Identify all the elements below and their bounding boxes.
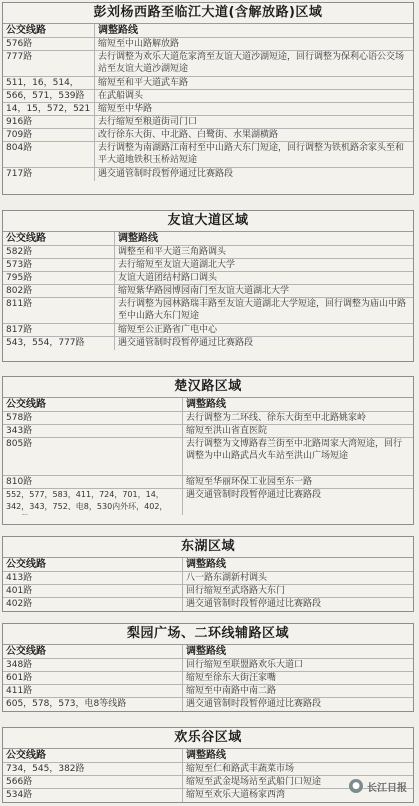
table-row bbox=[3, 572, 413, 585]
route-cell: 回行缩短至武珞路大东门 bbox=[186, 586, 286, 596]
table-row bbox=[3, 698, 413, 711]
section-title: 楚汉路区域 bbox=[3, 377, 413, 398]
section-liyuan bbox=[2, 623, 414, 712]
route-cell: 缩短至公正路省广电中心 bbox=[118, 325, 218, 335]
route-cell: 遇交通管制时段暂停通过比赛路段 bbox=[186, 699, 322, 709]
table-row bbox=[3, 324, 413, 337]
section-chuhan bbox=[2, 376, 414, 525]
route-cell: 缩短至欢乐大道杨家西湾 bbox=[186, 790, 286, 800]
route-cell: 缩短至仁和路武丰蔬菜市场 bbox=[186, 764, 295, 774]
table-row bbox=[3, 103, 413, 116]
route-cell: 缩短至中华路 bbox=[98, 104, 153, 114]
route-cell: 在武船调头 bbox=[98, 91, 144, 101]
section-youyi bbox=[2, 210, 414, 362]
table-row bbox=[3, 598, 413, 611]
section-pengliuyang bbox=[2, 2, 414, 195]
line-cell: 552，577，583，411，724，701，14，342，343，752、电8，530内外环，402， bbox=[3, 489, 183, 515]
section-title: 欢乐谷区域 bbox=[3, 728, 413, 749]
table-row bbox=[3, 489, 413, 515]
line-cell: 605，578，573，电8等线路 bbox=[3, 698, 183, 711]
table-row bbox=[3, 659, 413, 672]
table-header bbox=[3, 645, 413, 659]
table-row bbox=[3, 476, 413, 489]
route-cell: 缩短至中南路中南二路 bbox=[186, 686, 277, 696]
route-cell: 缩短至武金堤场站至武船门口短途 bbox=[186, 777, 322, 787]
line-cell: 810路 bbox=[3, 476, 183, 488]
line-cell: 811路 bbox=[3, 298, 115, 323]
header-route: 调整路线 bbox=[118, 233, 158, 244]
route-cell: 改行徐东大街、中北路、白鹭街、水果湖横路 bbox=[98, 130, 279, 140]
route-cell: 去行调整为园林路瑞丰路至友谊大道湖北大学短途，回行调整为庙山中路至中山路大东门短途 bbox=[118, 299, 407, 321]
table-row bbox=[3, 142, 413, 168]
header-route: 调整路线 bbox=[186, 750, 226, 761]
table-header bbox=[3, 558, 413, 572]
table-row bbox=[3, 298, 413, 324]
route-cell: 缩短紫华路园博园南门至友谊大道湖北大学 bbox=[118, 286, 290, 296]
table-row bbox=[3, 272, 413, 285]
table-row bbox=[3, 38, 413, 51]
route-cell: 回行缩短至联盟路欢乐大道口 bbox=[186, 660, 304, 670]
table-row bbox=[3, 685, 413, 698]
route-cell: 遇交通管制时段暂停通过比赛路段 bbox=[186, 490, 322, 500]
header-line: 公交线路 bbox=[3, 24, 95, 37]
table-row bbox=[3, 116, 413, 129]
section-title: 彭刘杨西路至临江大道(含解放路)区域 bbox=[3, 3, 413, 24]
table-header bbox=[3, 232, 413, 246]
section-title: 友谊大道区域 bbox=[3, 211, 413, 232]
table-header bbox=[3, 398, 413, 412]
table-row bbox=[3, 425, 413, 438]
table-row bbox=[3, 337, 413, 350]
table-row bbox=[3, 246, 413, 259]
table-row bbox=[3, 285, 413, 298]
table-row bbox=[3, 412, 413, 425]
table-row bbox=[3, 90, 413, 103]
line-cell: 348路 bbox=[3, 659, 183, 671]
line-cell: 534路 bbox=[3, 789, 183, 802]
line-cell: 601路 bbox=[3, 672, 183, 684]
route-cell: 缩短至华丽环保工业园至东一路 bbox=[186, 477, 313, 487]
table-row bbox=[3, 585, 413, 598]
header-line: 公交线路 bbox=[3, 398, 183, 411]
route-cell: 遇交通管制时段暂停通过比赛路段 bbox=[186, 599, 322, 609]
line-cell: 343路 bbox=[3, 425, 183, 437]
line-cell: 582路 bbox=[3, 246, 115, 258]
route-cell: 缩短至中山路解放路 bbox=[98, 39, 180, 49]
line-cell: 802路 bbox=[3, 285, 115, 297]
watermark bbox=[349, 776, 411, 796]
route-cell: 遇交通管制时段暂停通过比赛路段 bbox=[118, 338, 254, 348]
route-cell: 缩短至洪山省直医院 bbox=[186, 426, 268, 436]
line-cell: 777路 bbox=[3, 51, 95, 76]
route-cell: 去行调整为南湖路江南村至中山路大东门短途，回行调整为铁机路余家头至和平大道地铁积玉桥站短途 bbox=[98, 143, 405, 165]
line-cell: 717路 bbox=[3, 168, 95, 181]
header-line: 公交线路 bbox=[3, 558, 183, 571]
table-row bbox=[3, 672, 413, 685]
line-cell: 709路 bbox=[3, 129, 95, 141]
route-cell: 去行调整为文博路春兰街至中北路周家大湾短途，回行调整为中山路武昌火车站至洪山广场短途 bbox=[186, 439, 403, 461]
route-cell: 缩短至徐东大街汪家嘴 bbox=[186, 673, 277, 683]
route-cell: 去行调整为二环线、徐东大街至中北路姚家岭 bbox=[186, 413, 367, 423]
route-cell: 去行缩短至友谊大道湖北大学 bbox=[118, 260, 236, 270]
line-cell: 795路 bbox=[3, 272, 115, 284]
line-cell: 805路 bbox=[3, 438, 183, 475]
table-row bbox=[3, 129, 413, 142]
header-line: 公交线路 bbox=[3, 232, 115, 245]
header-route: 调整路线 bbox=[186, 646, 226, 657]
table-row bbox=[3, 763, 413, 776]
table-header bbox=[3, 24, 413, 38]
line-cell: 734，545，382路 bbox=[3, 763, 183, 775]
line-cell: 817路 bbox=[3, 324, 115, 336]
line-cell: 511，16，514， bbox=[3, 77, 95, 89]
header-line: 公交线路 bbox=[3, 645, 183, 658]
line-cell: 573路 bbox=[3, 259, 115, 271]
line-cell: 578路 bbox=[3, 412, 183, 424]
route-cell: 友谊大道团结村路口调头 bbox=[118, 273, 218, 283]
route-cell: 去行缩短至粮道街司门口 bbox=[98, 117, 198, 127]
header-line: 公交线路 bbox=[3, 749, 183, 762]
line-cell: 411路 bbox=[3, 685, 183, 697]
line-cell: 566路 bbox=[3, 776, 183, 788]
section-title: 东湖区域 bbox=[3, 537, 413, 558]
line-cell: 543，554，777路 bbox=[3, 337, 115, 350]
route-cell: 调整至和平大道三角路调头 bbox=[118, 247, 227, 257]
table-row bbox=[3, 77, 413, 90]
header-route: 调整路线 bbox=[186, 559, 226, 570]
line-cell: 566，571，539路 bbox=[3, 90, 95, 102]
watermark-text: 长江日报 bbox=[367, 782, 407, 794]
line-cell: 804路 bbox=[3, 142, 95, 167]
table-row bbox=[3, 438, 413, 476]
line-cell: 413路 bbox=[3, 572, 183, 584]
table-row bbox=[3, 168, 413, 181]
wechat-icon: ● bbox=[349, 779, 363, 793]
table-row bbox=[3, 259, 413, 272]
table-row bbox=[3, 51, 413, 77]
route-cell: 缩短至和平大道武车路 bbox=[98, 78, 189, 88]
line-cell: 402路 bbox=[3, 598, 183, 611]
header-route: 调整路线 bbox=[186, 399, 226, 410]
route-cell: 八一路东湖新村调头 bbox=[186, 573, 268, 583]
header-route: 调整路线 bbox=[98, 25, 138, 36]
section-donghu bbox=[2, 536, 414, 612]
line-cell: 576路 bbox=[3, 38, 95, 50]
line-cell: 14，15，572，521 bbox=[3, 103, 95, 115]
table-header bbox=[3, 749, 413, 763]
line-cell: 916路 bbox=[3, 116, 95, 128]
route-cell: 遇交通管制时段暂停通过比赛路段 bbox=[98, 169, 234, 179]
section-title: 梨园广场、二环线辅路区域 bbox=[3, 624, 413, 645]
line-cell: 401路 bbox=[3, 585, 183, 597]
route-cell: 去行调整为欢乐大道危家湾至友谊大道沙湖短途，回行调整为保利心语公交场站至友谊大道沙湖短途 bbox=[98, 52, 405, 74]
